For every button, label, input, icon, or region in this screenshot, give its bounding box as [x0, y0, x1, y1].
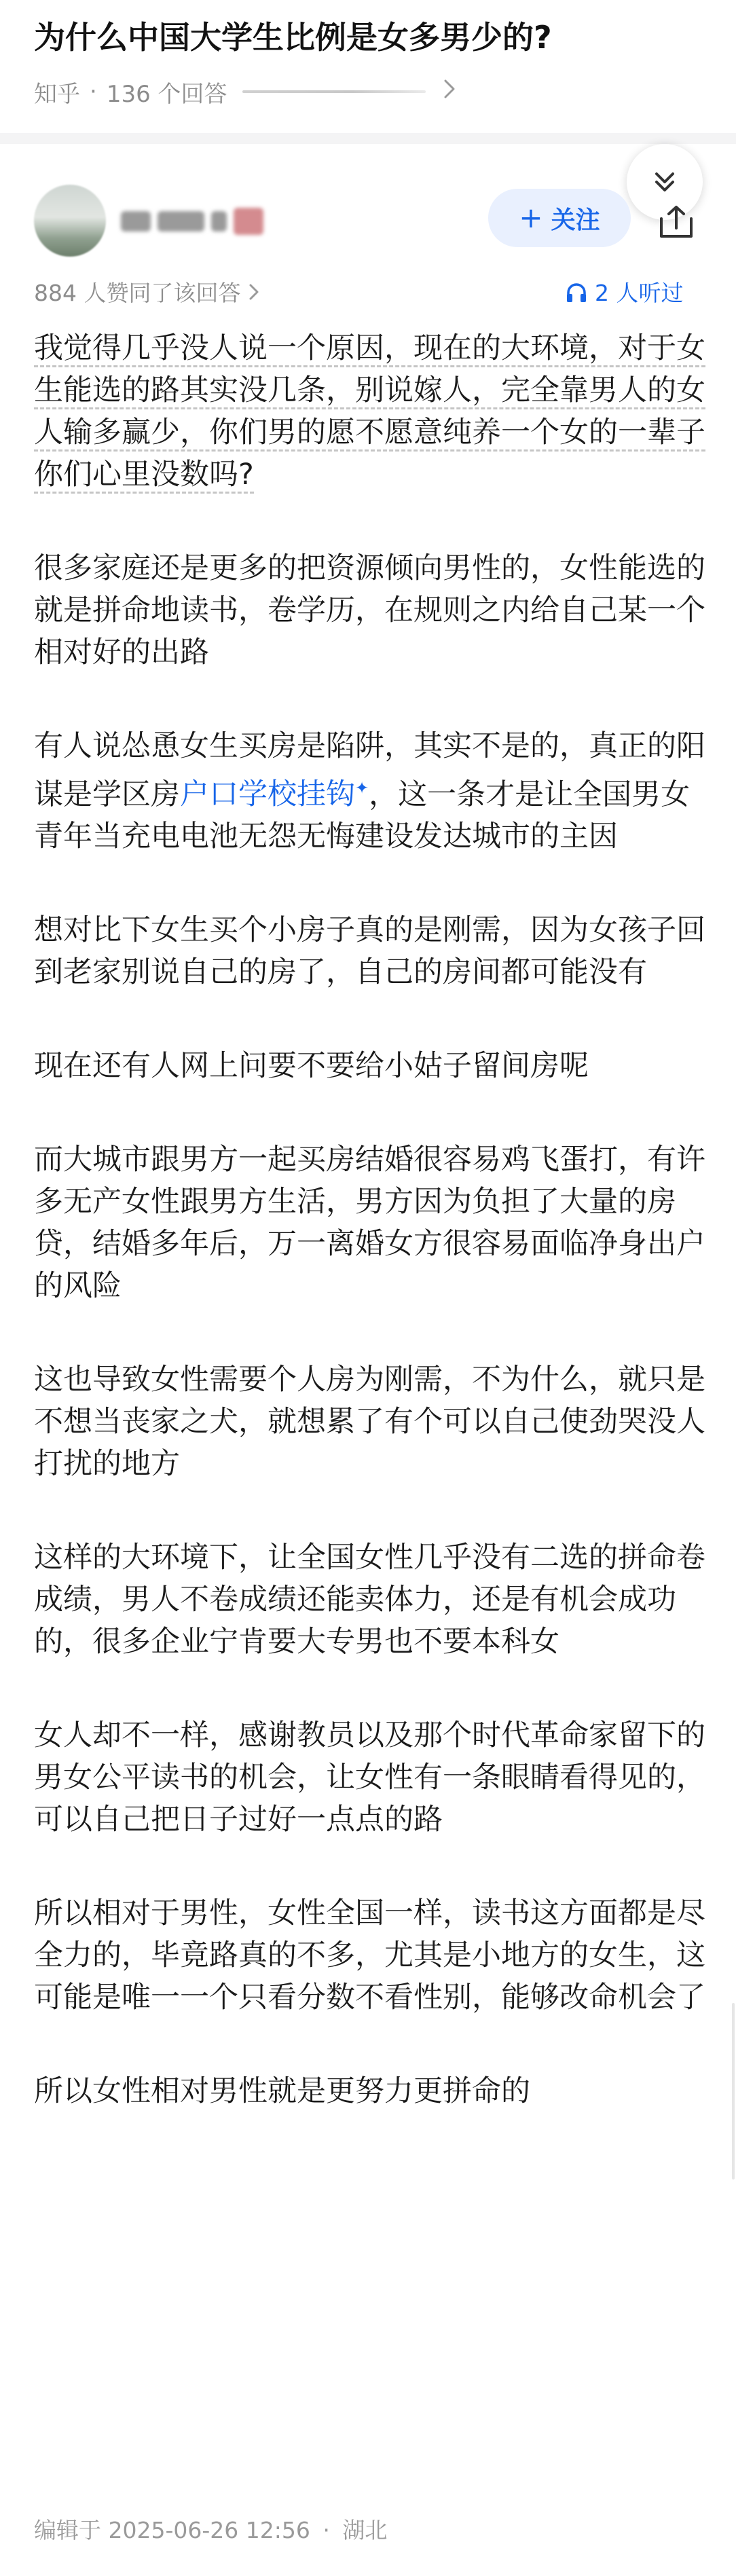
- inline-link-text: 户口学校挂钩: [180, 777, 355, 812]
- answer-content: [34, 327, 713, 2164]
- upvote-stats[interactable]: [34, 273, 259, 314]
- listener-count: 2 人听过: [595, 280, 684, 306]
- source-label: 知乎: [34, 80, 80, 108]
- paragraph: 想对比下女生买个小房子真的是刚需，因为女孩子回到老家别说自己的房了，自己的房间都可能没有: [34, 913, 705, 990]
- double-chevron-down-icon: [651, 168, 678, 196]
- author-avatar[interactable]: [34, 185, 106, 257]
- section-divider: [0, 133, 736, 144]
- question-meta[interactable]: [34, 75, 456, 109]
- paragraph: 所以相对于男性，女性全国一样，读书这方面都是尽全力的，毕竟路真的不多，尤其是小地方的女生，这可能是唯一一个只看分数不看性别，能够改命机会了: [34, 1896, 705, 2015]
- paragraph-text: 我觉得几乎没人说一个原因，现在的大环境，对于女生能选的路其实没几条，别说嫁人，完全靠男人的女人输多赢少，你们男的愿不愿意纯养一个女的一辈子你们心里没数吗?: [34, 331, 705, 494]
- edit-location: 湖北: [342, 2517, 388, 2543]
- meta-separator: ·: [323, 2517, 330, 2543]
- follow-label: 关注: [551, 206, 600, 234]
- paragraph-text: 有人说怂恿女生买房是陷阱，其实不是的，真正的阳谋是学区房: [34, 729, 705, 812]
- meta-separator: ·: [90, 78, 97, 105]
- paragraph: 女人却不一样，感谢教员以及那个时代革命家留下的男女公平读书的机会，让女性有一条眼睛看得见的，可以自己把日子过好一点点的路: [34, 1718, 705, 1837]
- paragraph: [34, 327, 713, 496]
- loading-bar: [242, 90, 426, 93]
- paragraph-with-link: [34, 725, 713, 858]
- question-title[interactable]: 为什么中国大学生比例是女多男少的?: [34, 19, 552, 56]
- paragraph-text: ，这一条才是让全国男女青年当充电电池无怨无悔建设发达城市的主因: [34, 777, 691, 854]
- follow-button[interactable]: [488, 189, 631, 247]
- paragraph: 现在还有人网上问要不要给小姑子留间房呢: [34, 1049, 589, 1084]
- scrollbar[interactable]: [732, 2003, 735, 2179]
- edit-info: [34, 2514, 387, 2547]
- upvote-count: 884 人赞同了该回答: [34, 280, 241, 306]
- edit-timestamp: 编辑于 2025-06-26 12:56: [34, 2517, 310, 2543]
- chevron-right-icon: [249, 273, 259, 314]
- plus-icon: +: [519, 201, 543, 234]
- sparkle-icon: ✦: [355, 779, 369, 798]
- author-name-blurred[interactable]: [121, 204, 263, 239]
- paragraph: 所以女性相对男性就是更努力更拼命的: [34, 2074, 530, 2109]
- listen-stats[interactable]: [565, 273, 684, 314]
- paragraph: 这也导致女性需要个人房为刚需，不为什么，就只是不想当丧家之犬，就想累了有个可以自己使劲哭没人打扰的地方: [34, 1363, 705, 1482]
- headphones-icon: [565, 282, 588, 305]
- chevron-right-icon[interactable]: [443, 78, 456, 105]
- paragraph: 这样的大环境下，让全国女性几乎没有二选的拼命卷成绩，男人不卷成绩还能卖体力，还是有机会成功的，很多企业宁肯要大专男也不要本科女: [34, 1541, 705, 1659]
- paragraph: 很多家庭还是更多的把资源倾向男性的，女性能选的就是拼命地读书，卷学历，在规则之内给自己某一个相对好的出路: [34, 551, 705, 669]
- inline-link[interactable]: [180, 777, 369, 811]
- answer-count: 136 个回答: [106, 80, 227, 108]
- paragraph: 而大城市跟男方一起买房结婚很容易鸡飞蛋打，有许多无产女性跟男方生活，男方因为负担了大量的房贷，结婚多年后，万一离婚女方很容易面临净身出户的风险: [34, 1143, 705, 1304]
- share-icon[interactable]: [657, 204, 695, 242]
